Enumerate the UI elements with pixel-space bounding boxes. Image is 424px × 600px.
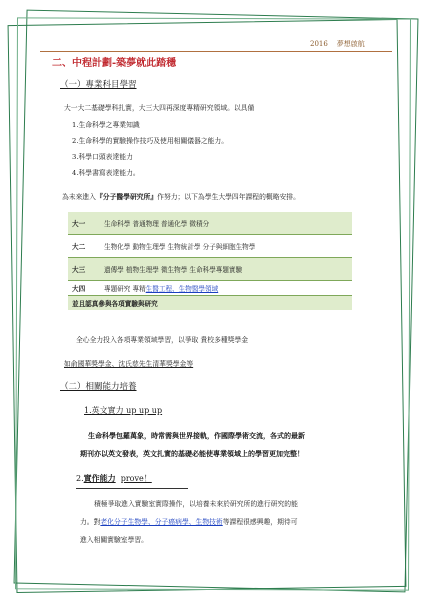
header-divider [40,51,392,52]
course-list: 遺傳學 植物生理學 微生物學 生命科學專題實驗 [104,266,243,274]
english-line-1: 生命科學包羅萬象，時常需與世界接軌，作國際學術交流，各式的最新 [88,431,305,440]
practice-title [76,474,152,484]
course-link[interactable]: 生醫工程、生物醫學領域 [145,285,219,293]
page-header [310,40,365,48]
table-footer-row [68,296,352,310]
course-table [68,212,352,310]
focus-statement: 全心全力投入各項專業領域學習，以爭取 貴校多種獎學金 [76,336,249,344]
practice-line-1: 積極爭取進入實驗室實際操作，以培養未來於研究所的進行研究的能 [94,500,298,508]
part1-item-1: 1.生命科學之專業知識 [72,121,140,129]
header-year: 2016 [310,40,328,48]
english-title-text: 1.英文實力 up up up [84,406,163,415]
table-row [68,258,352,280]
part2-title [60,382,137,392]
course-list [98,283,218,293]
practice-line-3: 進入相關實驗室學習。 [80,536,148,544]
course-list: 生物化學 動物生理學 生物統計學 分子與細胞生物學 [104,243,256,251]
year-label: 大三 [72,266,86,274]
english-title [84,406,162,416]
year-label: 大四 [72,285,86,293]
table-footer: 並且認真參與各項實驗與研究 [72,300,158,308]
table-row [68,235,352,257]
part1-plan [62,193,300,201]
course-list: 生命科學 普通物理 普通化學 微積分 [104,220,210,228]
scholarship-list: 如俞國華獎學金、沈氏慈先生清華獎學金等 [64,360,194,368]
part1-item-3: 3.科學口頭表達能力 [72,153,133,161]
course-prefix: 專題研究 專精 [104,285,146,293]
practice-number: 2. [76,474,84,483]
plan-prefix: 為未來進入 [62,193,96,201]
section-title: 二、中程計劃-築夢就此踏穩 [52,58,177,69]
table-row [68,212,352,234]
practice-underline [76,488,188,489]
practice-line-2-prefix: 力。對 [80,518,101,526]
practice-title-suffix: prove！ [120,474,152,483]
plan-suffix: 作努力；以下為學生大學四年課程的概略安排。 [157,193,300,201]
part1-title [60,80,137,90]
part2-title-text: （二）相關能力培養 [60,382,137,392]
practice-course-link[interactable]: 老化分子生物學、分子癌病學、生物技術 [100,518,223,526]
practice-title-main: 實作能力 [83,473,116,483]
year-label: 大二 [72,243,86,251]
part1-title-text: （一）專業科目學習 [60,80,137,90]
english-line-2: 期刊亦以英文發表，英文扎實的基礎必能使專業領域上的學習更加完整！ [80,449,304,458]
table-row [68,281,352,295]
header-title: 夢想啟航 [336,40,365,48]
year-label: 大一 [72,220,86,228]
part1-item-2: 2.生命科學的實驗操作技巧及使用相關儀器之能力。 [72,137,229,145]
plan-institute: 『分子醫學研究所』 [95,193,158,201]
practice-line-2 [80,518,298,526]
part1-item-4: 4.科學書寫表達能力。 [72,169,140,177]
part1-intro: 大一大二基礎學科扎實，大三大四再深度專精研究領域。以具備 [64,104,255,112]
practice-line-2-suffix: 等課程很感興趣，期待可 [222,518,298,526]
